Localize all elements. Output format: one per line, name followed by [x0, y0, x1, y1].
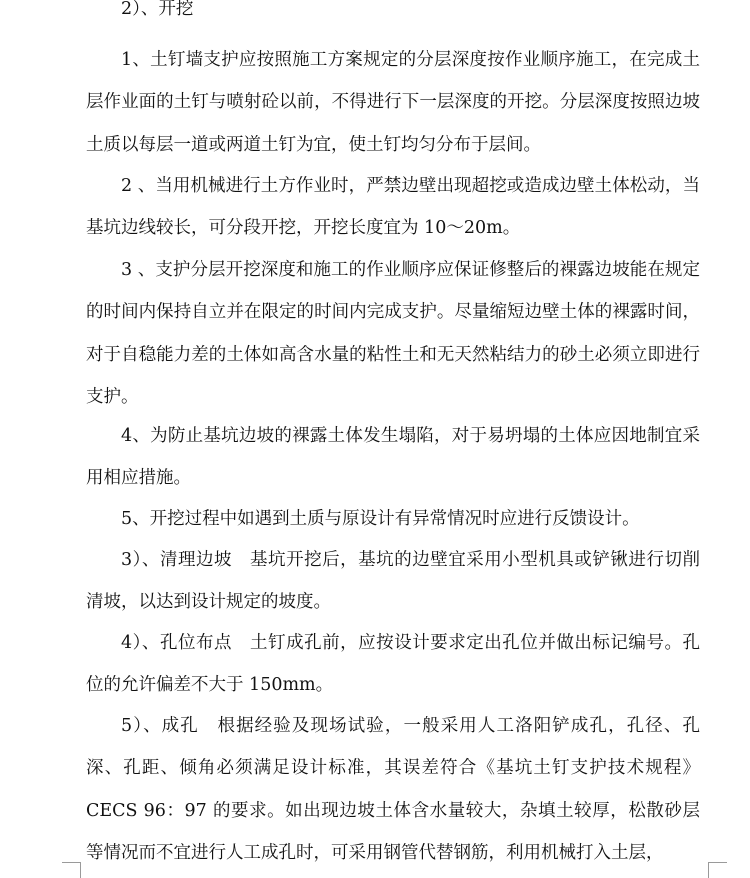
- page-corner-mark-left: [62, 862, 81, 878]
- paragraph-item-2: 2 、当用机械进行土方作业时，严禁边壁出现超挖或造成边壁土体松动，当基坑边线较长，可分段开挖，开挖长度宜为 10～20m。: [86, 176, 700, 239]
- paragraph-item-1: 1、土钉墙支护应按照施工方案规定的分层深度按作业顺序施工，在完成土层作业面的土钉与喷射砼以前，不得进行下一层深度的开挖。分层深度按照边坡土质以每层一道或两道土钉为宜，使土钉均匀分布于层间。: [86, 50, 700, 155]
- paragraph-hole-layout: 4）、孔位布点 土钉成孔前，应按设计要求定出孔位并做出标记编号。孔位的允许偏差不大于 150mm。: [86, 633, 700, 696]
- paragraph-item-4: 4、为防止基坑边坡的裸露土体发生塌陷，对于易坍塌的土体应因地制宜采用相应措施。: [86, 426, 700, 489]
- paragraph-item-5: 5、开挖过程中如遇到土质与原设计有异常情况时应进行反馈设计。: [121, 509, 640, 529]
- heading-excavation: 2）、开挖: [121, 0, 194, 19]
- paragraph-drilling: 5）、成孔 根据经验及现场试验，一般采用人工洛阳铲成孔，孔径、孔深、孔距、倾角必须满足设计标准，其误差符合《基坑土钉支护技术规程》CECS 96：97 的要求。如出现边坡土体含水量较大，杂填土较厚，松散砂层等情况而不宜进行人工成孔时，可采用钢管代替钢筋，利用机械打入土层，: [86, 716, 700, 863]
- paragraph-clean-slope: 3）、清理边坡 基坑开挖后，基坑的边壁宜采用小型机具或铲锹进行切削清坡，以达到设计规定的坡度。: [86, 550, 700, 613]
- page-corner-mark-right: [708, 862, 727, 878]
- paragraph-item-3: 3 、支护分层开挖深度和施工的作业顺序应保证修整后的裸露边坡能在规定的时间内保持自立并在限定的时间内完成支护。尽量缩短边壁土体的裸露时间，对于自稳能力差的土体如高含水量的粘性土和无天然粘结力的砂土必须立即进行支护。: [86, 260, 700, 407]
